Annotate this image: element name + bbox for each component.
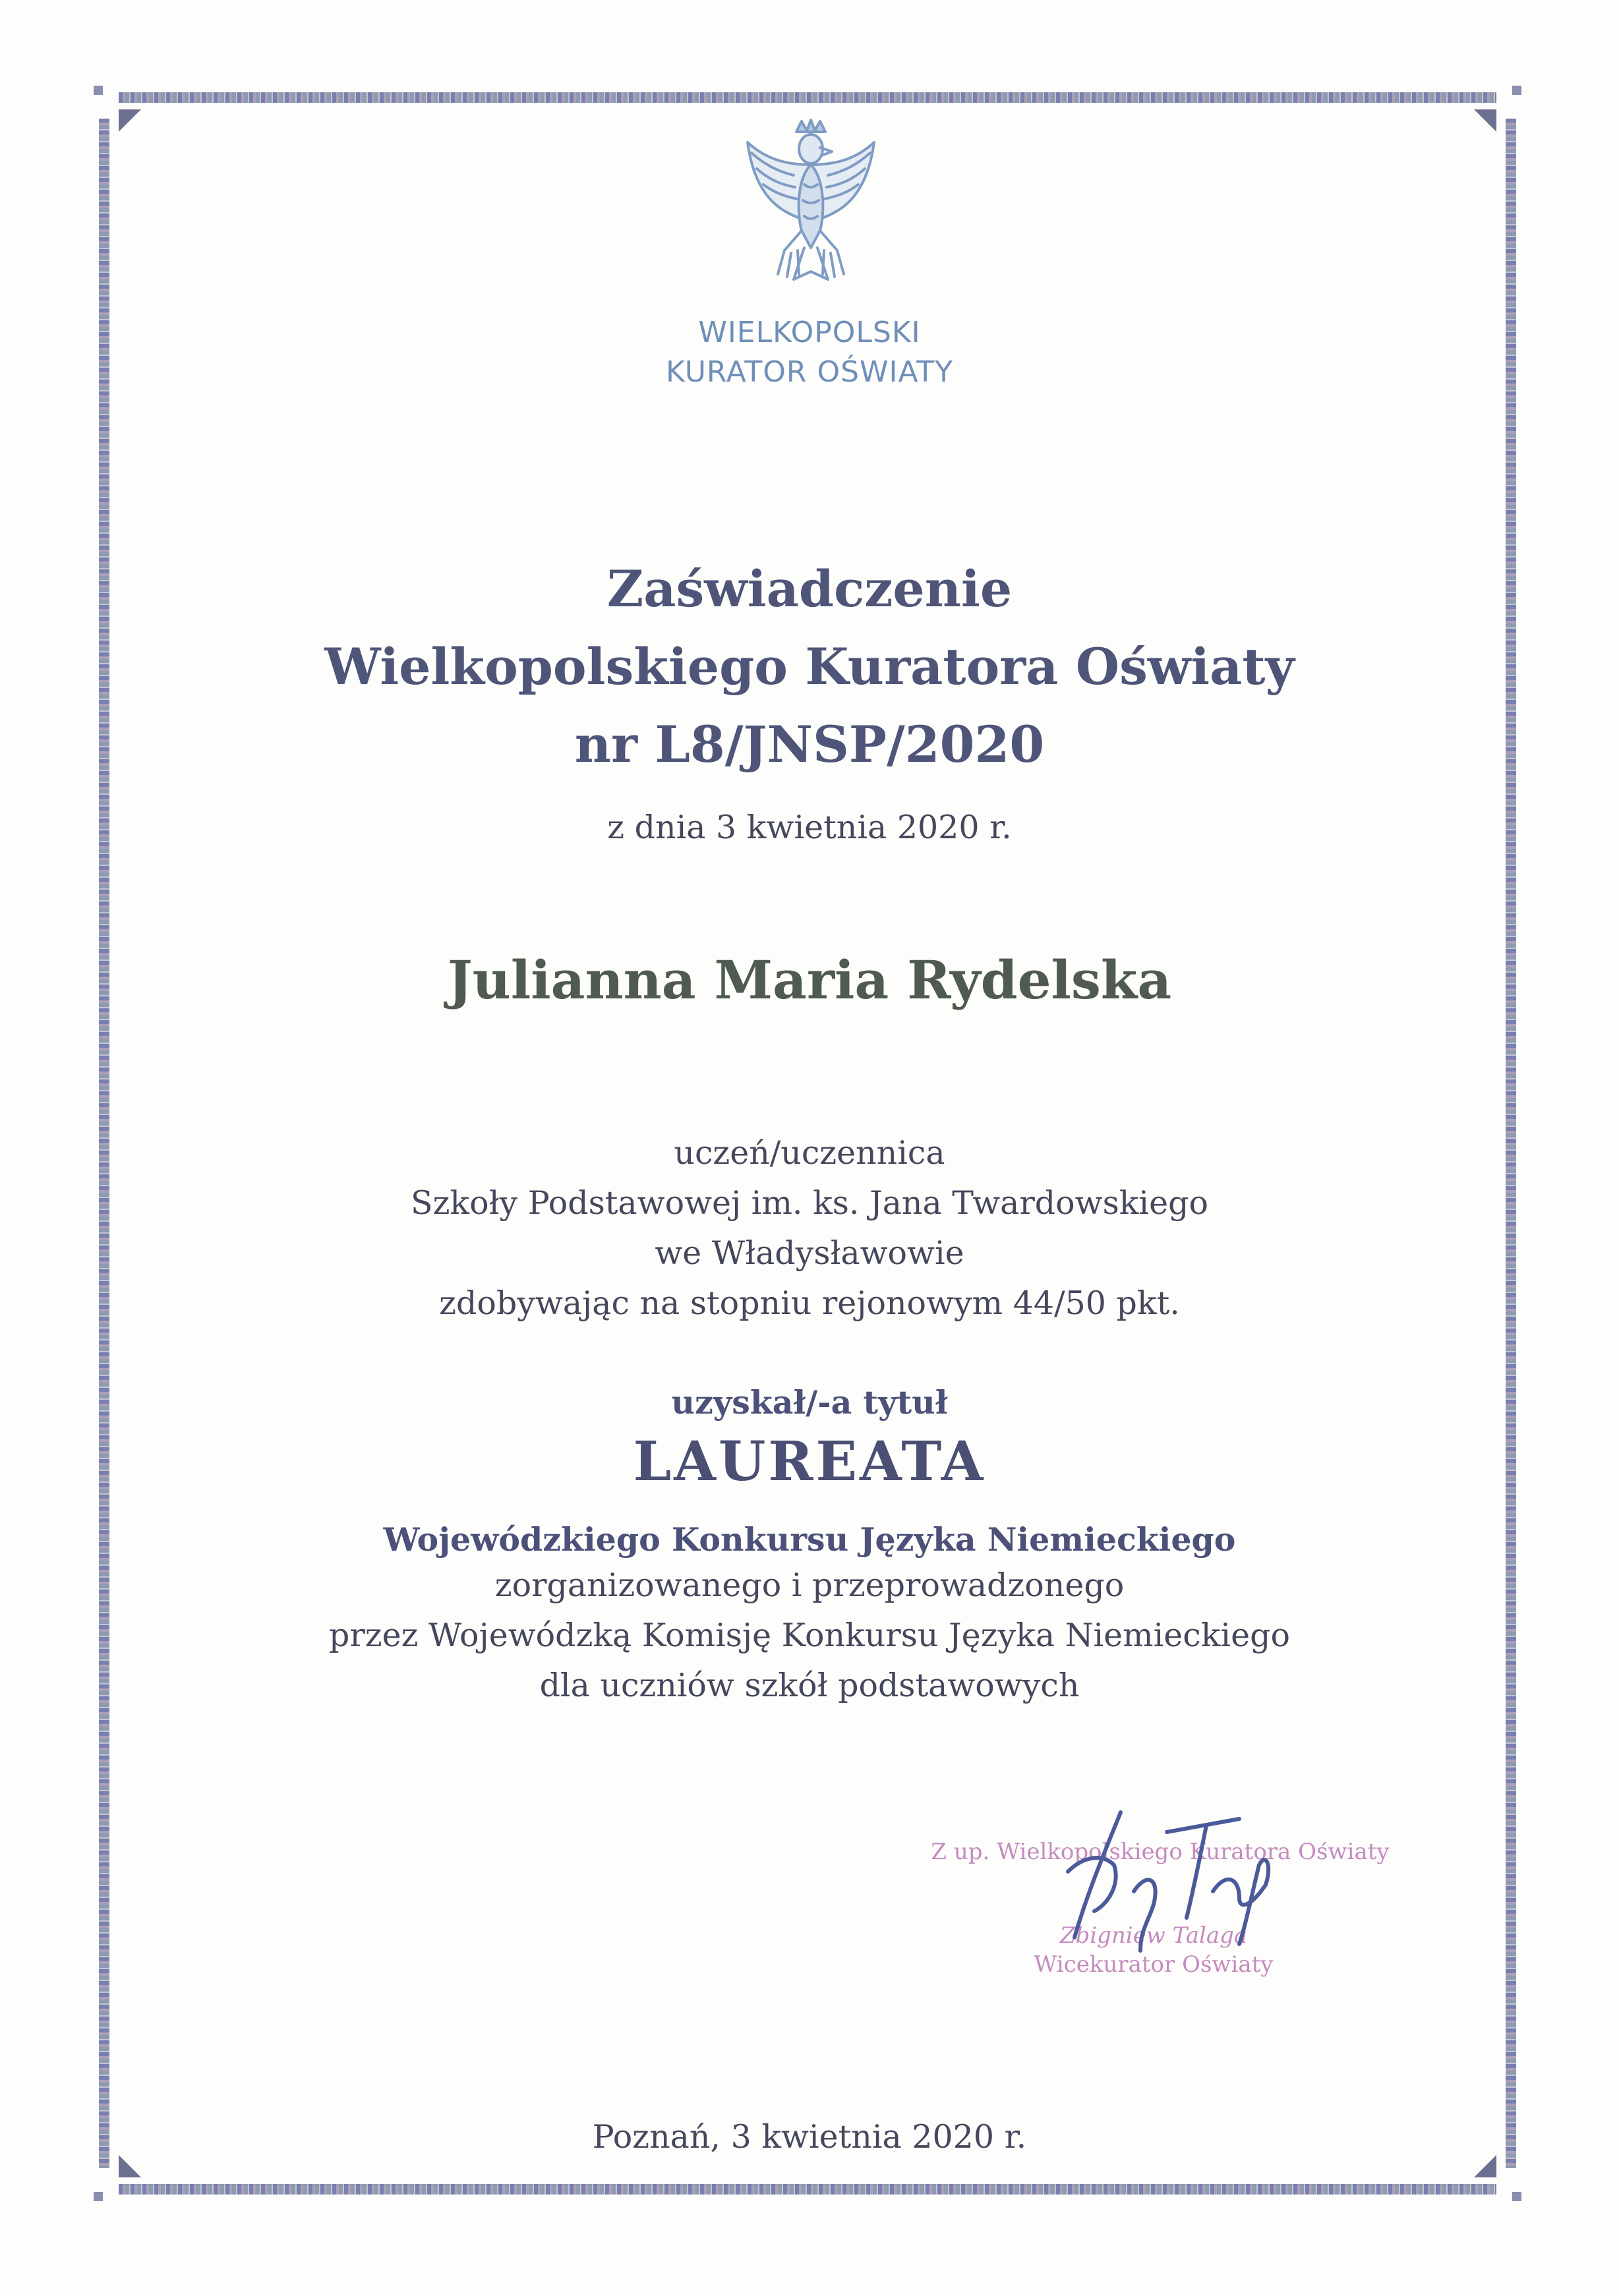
issue-date: z dnia 3 kwietnia 2020 r. (607, 809, 1012, 846)
eagle-emblem-icon (738, 119, 883, 290)
recipient-name: Julianna Maria Rydelska (447, 949, 1172, 1011)
award-line-2: przez Wojewódzką Komisję Konkursu Języka Niemieckiego (329, 1617, 1290, 1654)
corner-triangle-tr (1470, 109, 1496, 136)
award-intro: uzyskał/-a tytuł (671, 1383, 948, 1421)
border-top (119, 92, 1496, 103)
corner-mark-tl (94, 86, 103, 95)
award-description (0, 1561, 1619, 1711)
award-line-1: zorganizowanego i przeprowadzonego (494, 1566, 1125, 1604)
certificate-title (0, 550, 1619, 784)
award-line-3: dla uczniów szkół podstawowych (539, 1667, 1080, 1704)
signatory-title: Wicekurator Oświaty (1034, 1951, 1274, 1978)
corner-mark-br (1512, 2192, 1521, 2201)
award-title: LAUREATA (633, 1430, 986, 1493)
signatory-name: Zbigniew Talaga (1059, 1922, 1248, 1949)
stamp-line-1: Z up. Wielkopolskiego Kuratora Oświaty (931, 1839, 1390, 1865)
certificate-number: nr L8/JNSP/2020 (574, 715, 1045, 774)
authority-line-2: KURATOR OŚWIATY (666, 355, 953, 389)
authority-line-1: WIELKOPOLSKI (698, 316, 921, 349)
border-bottom (119, 2184, 1496, 2195)
place-and-date: Poznań, 3 kwietnia 2020 r. (592, 2118, 1027, 2156)
issuing-authority (0, 313, 1619, 392)
corner-mark-bl (94, 2192, 103, 2201)
school-location: we Władysławowie (655, 1234, 964, 1272)
title-line-2: Wielkopolskiego Kuratora Oświaty (324, 637, 1295, 696)
school-name: Szkoły Podstawowej im. ks. Jana Twardowskiego (411, 1184, 1208, 1222)
score-line: zdobywając na stopniu rejonowym 44/50 pkt. (439, 1284, 1180, 1322)
contest-name: Wojewódzkiego Konkursu Języka Niemieckiego (383, 1520, 1236, 1559)
student-details (0, 1128, 1619, 1329)
corner-mark-tr (1512, 86, 1521, 95)
title-line-1: Zaświadczenie (606, 560, 1013, 618)
student-role: uczeń/uczennica (674, 1134, 945, 1172)
corner-triangle-tl (119, 109, 145, 136)
handwritten-signature (1042, 1793, 1318, 1964)
